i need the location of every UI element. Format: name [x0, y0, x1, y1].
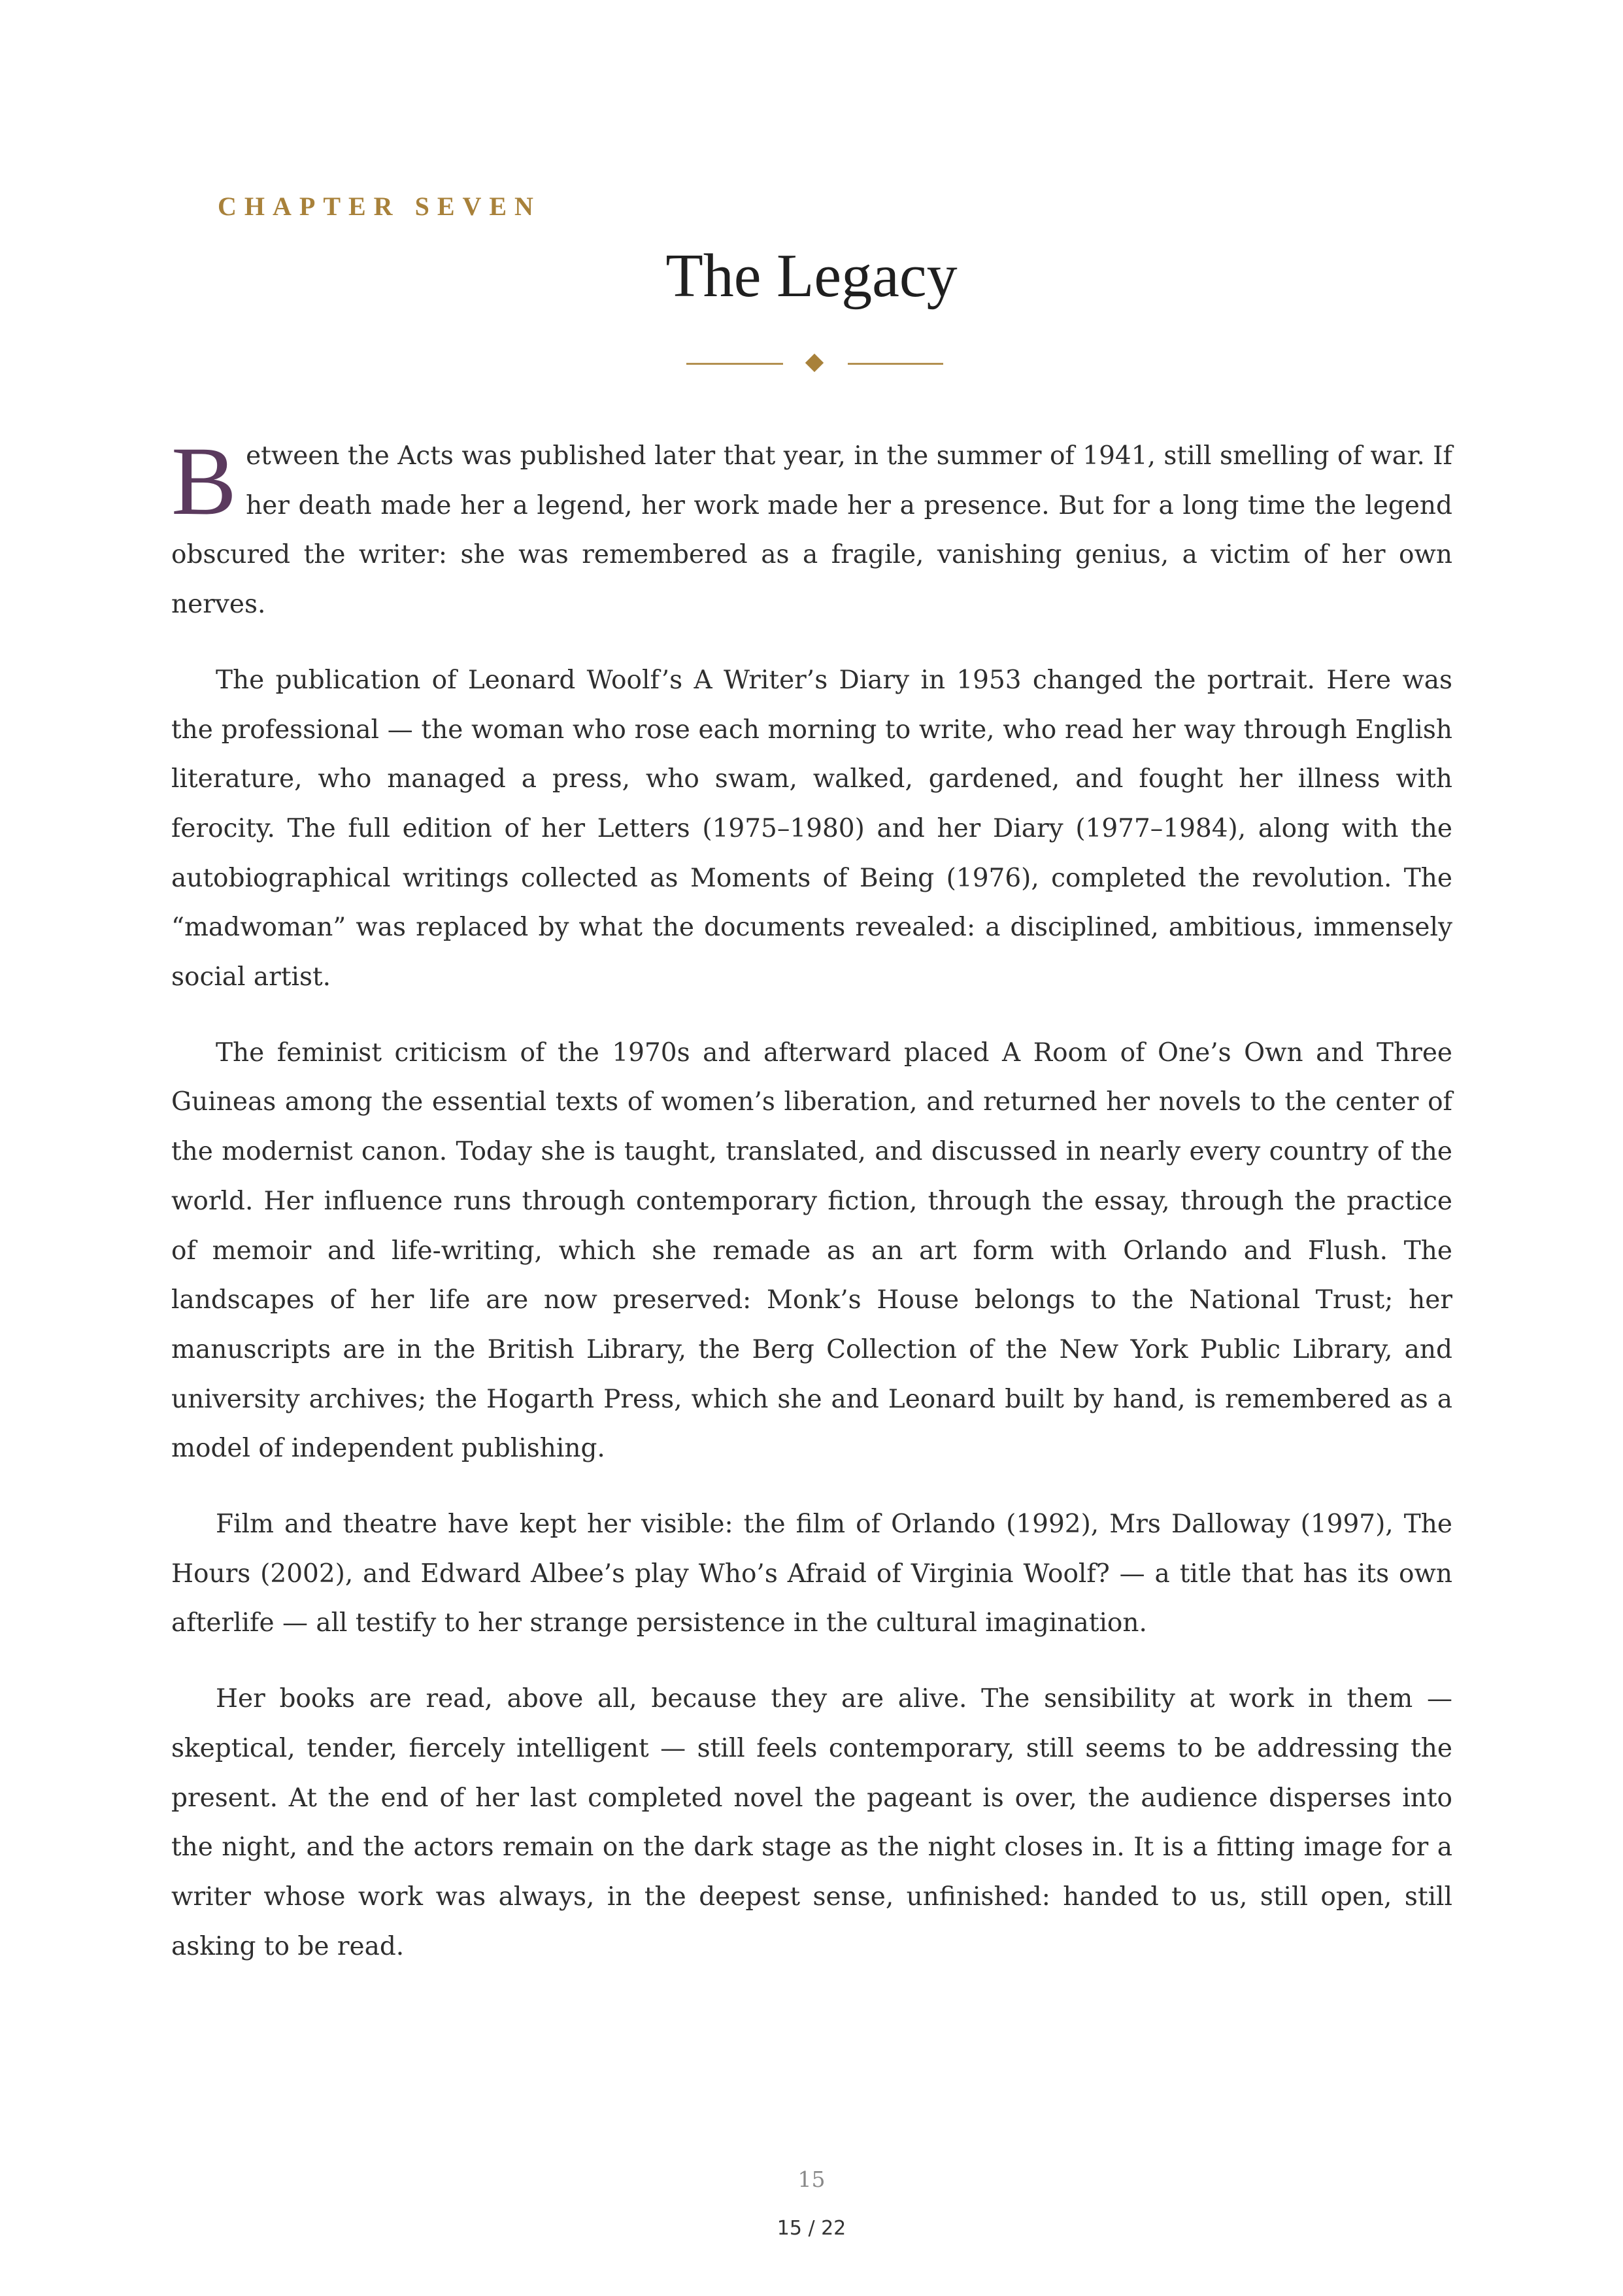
drop-cap: B	[171, 427, 237, 535]
paragraph-5: Her books are read, above all, because they are alive. The sensibility at work in them — skeptical, tender, fiercely intelligent — still feels contemporary, still seems to be addressing the present. At the end of her last completed novel the pageant is over, the audience disperses into the night, and the actors remain on the dark stage as the night closes in. It is a fitting image for a writer whose work was always, in the deepest sense, unfinished: handed to us, still open, still asking to be read.	[171, 1684, 1452, 1961]
chapter-body	[171, 427, 1452, 1997]
chapter-title: The Legacy	[665, 242, 958, 310]
page-number: 15	[797, 2167, 826, 2192]
paragraph-2: The publication of Leonard Woolf’s A Writer’s Diary in 1953 changed the portrait. Here was the professional — the woman who rose each morning to write, who read her way through English literature, who managed a press, who swam, walked, gardened, and fought her illness with ferocity. The full edition of her Letters (1975–1980) and her Diary (1977–1984), along with the autobiographical writings collected as Moments of Being (1976), completed the revolution. The “madwoman” was replaced by what the documents revealed: a disciplined, ambitious, immensely social artist.	[171, 665, 1452, 992]
chapter-label: CHAPTER SEVEN	[218, 192, 541, 221]
paragraph-3: The feminist criticism of the 1970s and afterward placed A Room of One’s Own and Three Guineas among the essential texts of women’s liberation, and returned her novels to the center of the modernist canon. Today she is taught, translated, and discussed in nearly every country of the world. Her influence runs through contemporary fiction, through the essay, through the practice of memoir and life-writing, which she remade as an art form with Orlando and Flush. The landscapes of her life are now preserved: Monk’s House belongs to the National Trust; her manuscripts are in the British Library, the Berg Collection of the New York Public Library, and university archives; the Hogarth Press, which she and Leonard built by hand, is remembered as a model of independent publishing.	[171, 1038, 1452, 1464]
paragraph-1	[171, 427, 1452, 630]
divider-line-left	[686, 363, 783, 365]
paragraph-4: Film and theatre have kept her visible: the film of Orlando (1992), Mrs Dalloway (1997), The Hours (2002), and Edward Albee’s play Who’s Afraid of Virginia Woolf? — a title that has its own afterlife — all testify to her strange persistence in the cultural imagination.	[171, 1510, 1452, 1638]
diamond-icon	[805, 354, 824, 372]
divider-line-right	[848, 363, 943, 365]
diamond-divider-icon	[0, 350, 1623, 377]
viewer-page-counter: 15 / 22	[777, 2217, 846, 2240]
paragraph-1-text: etween the Acts was published later that year, in the summer of 1941, still smelling of war. If her death made her a legend, her work made her a presence. But for a long time the legend obscured the writer: she was remembered as a fragile, vanishing genius, a victim of her own nerves.	[171, 441, 1452, 620]
